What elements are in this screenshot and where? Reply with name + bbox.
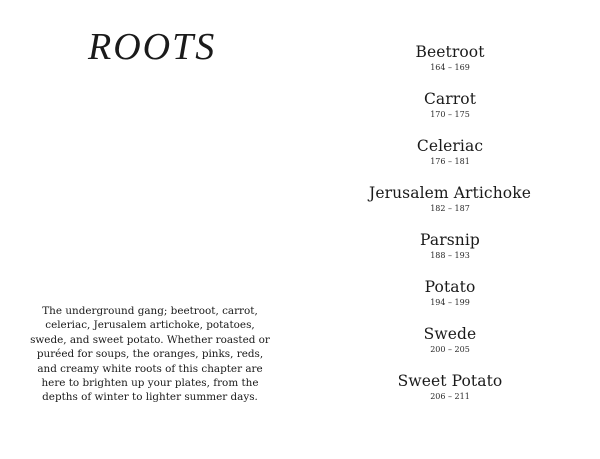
toc-item-parsnip [300,230,600,277]
toc-item-pages: 164 – 169 [430,63,470,72]
toc-item-swede [300,324,600,371]
table-of-contents [300,42,600,418]
toc-item-pages: 200 – 205 [430,345,470,354]
toc-item-name: Sweet Potato [397,372,503,390]
toc-item-sweet-potato [300,371,600,418]
right-page [300,0,600,459]
toc-item-pages: 188 – 193 [430,251,470,260]
chapter-title: ROOTS [88,26,217,68]
toc-item-name: Jerusalem Artichoke [369,184,531,202]
toc-item-pages: 206 – 211 [430,392,470,401]
chapter-intro: The underground gang; beetroot, carrot, celeriac, Jerusalem artichoke, potatoes, swede, and sweet potato. Whether roasted or puréed for soups, the oranges, pinks, reds, and creamy white roots of this chapter are here to brighten up your plates, from the depths of winter to lighter summer days. [30,305,270,404]
toc-item-name: Swede [423,325,477,343]
toc-item-pages: 194 – 199 [430,298,470,307]
toc-item-pages: 182 – 187 [430,204,470,213]
toc-item-pages: 176 – 181 [430,157,470,166]
toc-item-potato [300,277,600,324]
toc-item-carrot [300,89,600,136]
toc-item-name: Celeriac [416,137,484,155]
toc-item-pages: 170 – 175 [430,110,470,119]
toc-item-name: Carrot [423,90,477,108]
toc-item-name: Parsnip [420,231,480,249]
toc-item-jerusalem-artichoke [300,183,600,230]
toc-item-name: Potato [424,278,476,296]
toc-item-celeriac [300,136,600,183]
toc-item-name: Beetroot [415,43,485,61]
toc-item-beetroot [300,42,600,89]
